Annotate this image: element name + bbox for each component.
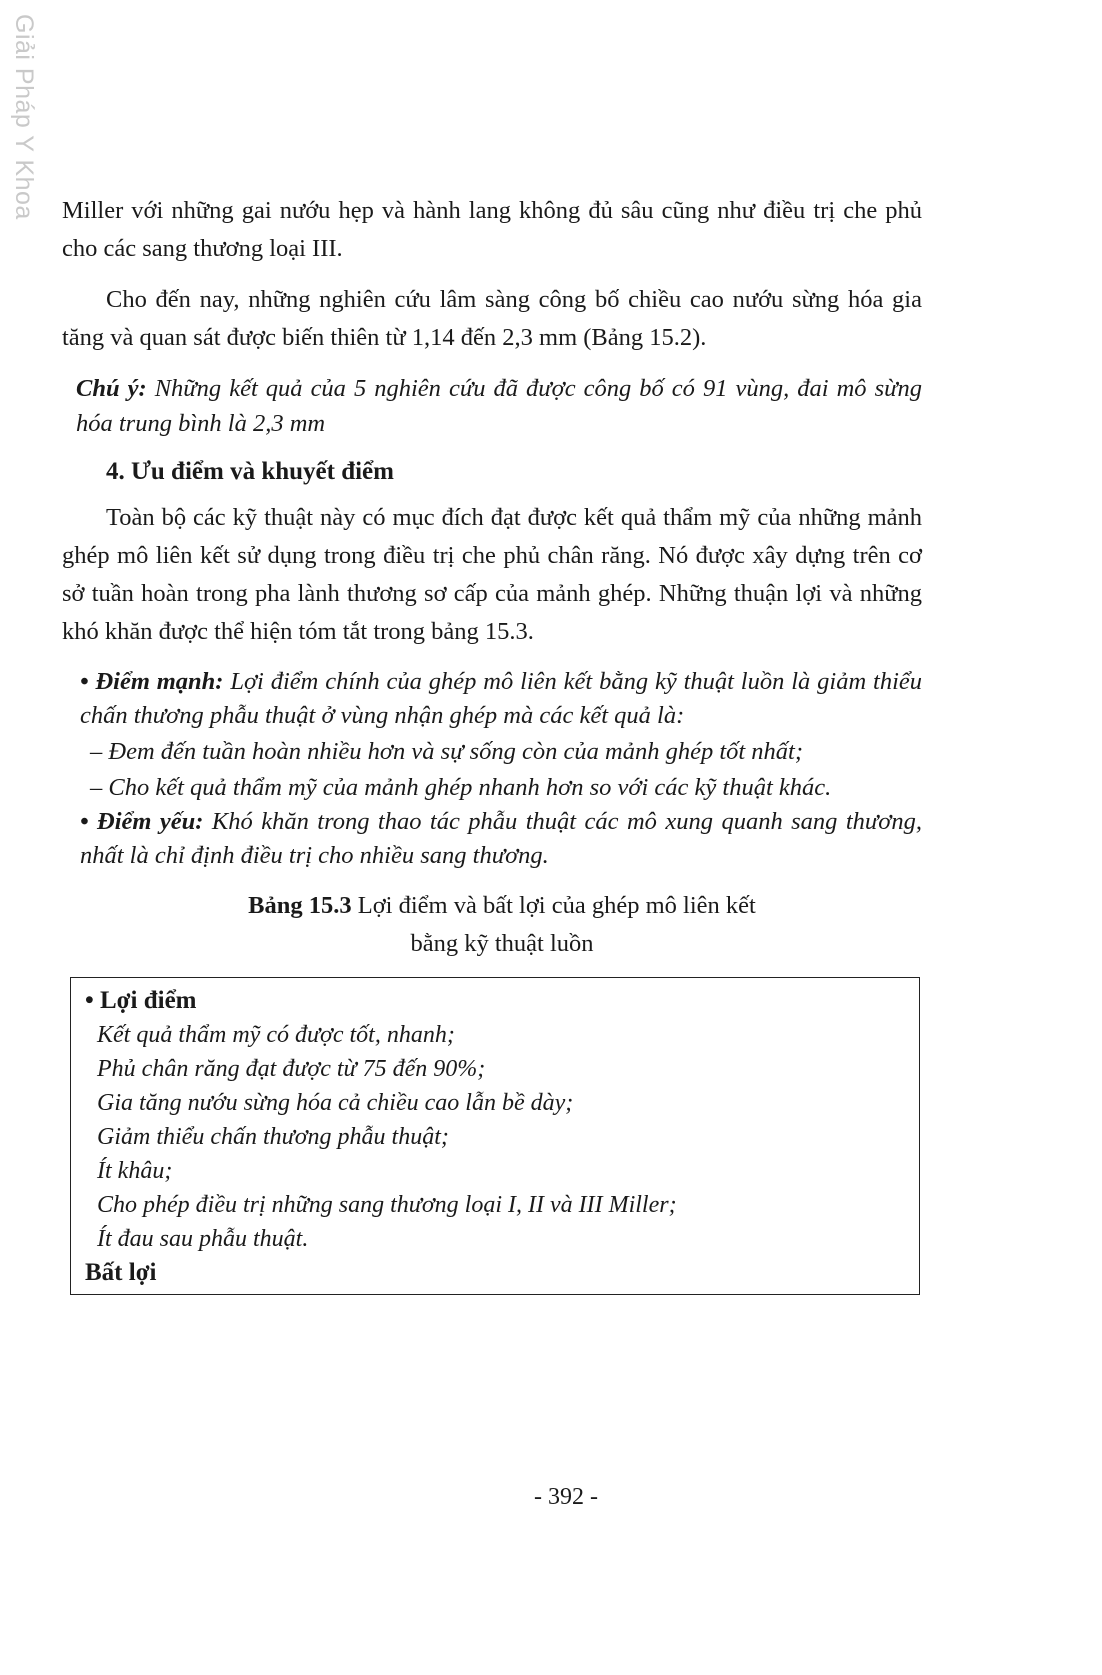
- strengths-item: – Đem đến tuần hoàn nhiều hơn và sự sống còn của mảnh ghép tốt nhất;: [90, 738, 804, 765]
- summary-table: [70, 977, 920, 1295]
- weaknesses-text: Khó khăn trong thao tác phẫu thuật các mô xung quanh sang thương, nhất là chỉ định điều trị cho nhiều sang thương.: [80, 808, 922, 869]
- strengths-label: Điểm mạnh:: [95, 668, 224, 695]
- note: [62, 371, 922, 441]
- disadvantages-header: Bất lợi: [85, 1259, 157, 1286]
- caption-title: Lợi điểm và bất lợi của ghép mô liên kết: [351, 892, 756, 919]
- weaknesses-label: Điểm yếu:: [97, 808, 204, 835]
- advantage-item: Ít đau sau phẫu thuật.: [97, 1226, 309, 1252]
- note-label: Chú ý:: [76, 375, 147, 402]
- strengths-bullet: •: [80, 668, 89, 695]
- advantage-item: Gia tăng nướu sừng hóa cả chiều cao lẫn bề dày;: [97, 1090, 574, 1116]
- strengths-item: – Cho kết quả thẩm mỹ của mảnh ghép nhanh hơn so với các kỹ thuật khác.: [90, 774, 832, 801]
- watermark: Giải Pháp Y Khoa: [10, 14, 38, 220]
- page-number: - 392 -: [534, 1484, 598, 1510]
- advantage-item: Cho phép điều trị những sang thương loại I, II và III Miller;: [97, 1192, 677, 1218]
- caption-label: Bảng 15.3: [248, 892, 352, 919]
- advantage-item: Giảm thiểu chấn thương phẫu thuật;: [97, 1124, 449, 1150]
- advantage-item: Kết quả thẩm mỹ có được tốt, nhanh;: [97, 1022, 455, 1048]
- page-content: [62, 192, 922, 1295]
- strengths-text: Lợi điểm chính của ghép mô liên kết bằng kỹ thuật luồn là giảm thiểu chấn thương phẫu thuật ở vùng nhận ghép mà các kết quả là:: [80, 668, 923, 729]
- section-body: Toàn bộ các kỹ thuật này có mục đích đạt được kết quả thẩm mỹ của những mảnh ghép mô liên kết sử dụng trong điều trị che phủ chân răng. Nó được xây dựng trên cơ sở tuần hoàn trong pha lành thương sơ cấp của mảnh ghép. Những thuận lợi và những khó khăn được thể hiện tóm tắt trong bảng 15.3.: [62, 504, 922, 645]
- advantage-item: Phủ chân răng đạt được từ 75 đến 90%;: [97, 1056, 486, 1082]
- caption-line-1: [82, 887, 922, 925]
- strengths-intro: [80, 665, 922, 733]
- paragraph-studies: Cho đến nay, những nghiên cứu lâm sàng công bố chiều cao nướu sừng hóa gia tăng và quan sát được biến thiên từ 1,14 đến 2,3 mm (Bảng 15.2).: [62, 286, 922, 351]
- advantages-header: • Lợi điểm: [85, 987, 197, 1014]
- advantage-item: Ít khâu;: [97, 1158, 173, 1184]
- strengths-block: [62, 665, 922, 873]
- weaknesses-bullet: •: [80, 808, 89, 835]
- paragraph-continuation: Miller với những gai nướu hẹp và hành lang không đủ sâu cũng như điều trị che phủ cho các sang thương loại III.: [62, 197, 922, 262]
- weaknesses: [80, 805, 922, 873]
- note-text: Những kết quả của 5 nghiên cứu đã được công bố có 91 vùng, đai mô sừng hóa trung bình là 2,3 mm: [76, 375, 922, 437]
- section-heading: 4. Ưu điểm và khuyết điểm: [106, 458, 394, 485]
- caption-line-2: bằng kỹ thuật luồn: [410, 930, 594, 957]
- table-caption: [62, 887, 922, 963]
